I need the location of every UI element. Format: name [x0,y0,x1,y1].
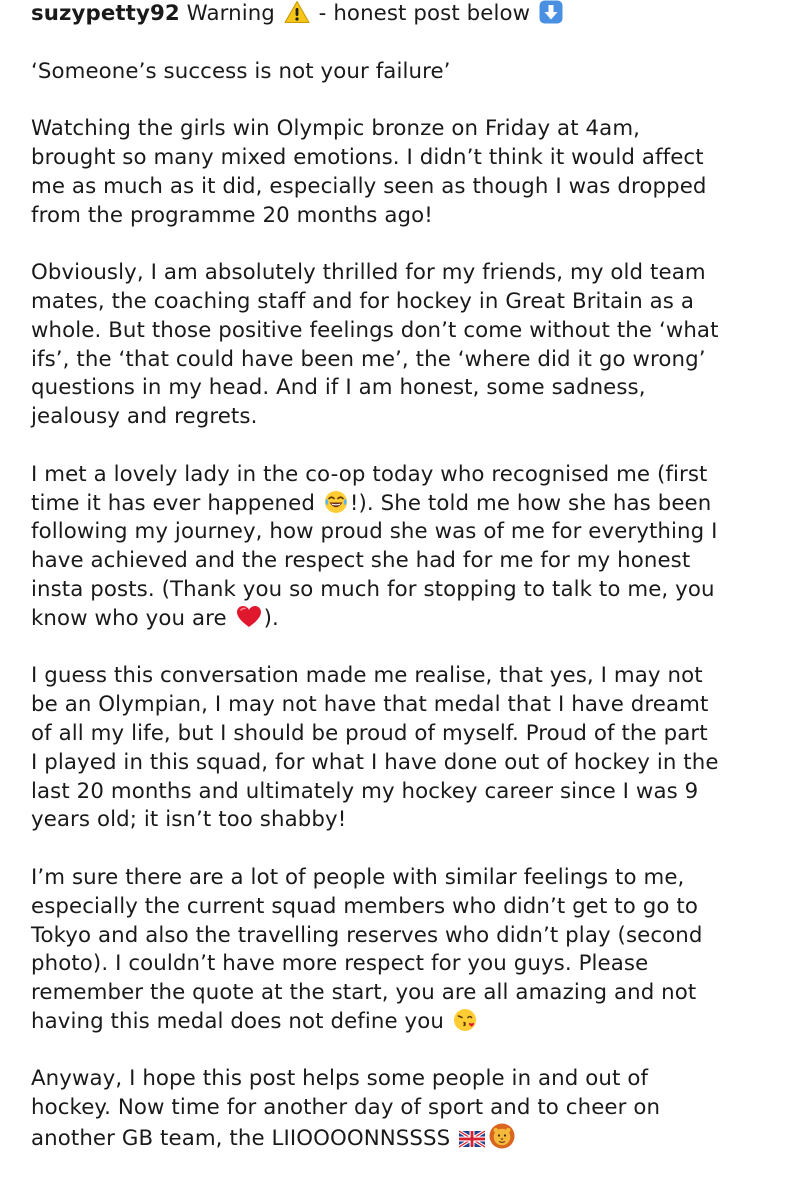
text-line: hockey. Now time for another day of sport and to cheer on [31,1095,661,1121]
text-segment: another GB team, the LIIOOOONNSSSS [31,1126,458,1152]
text-line: I met a lovely lady in the co-op today who recognised me (first [31,461,708,487]
uk-flag-emoji [459,1129,485,1149]
text-line: jealousy and regrets. [31,404,258,430]
username-link[interactable]: suzypetty92 [31,1,180,26]
paragraph-1 [31,115,771,230]
text-line: Watching the girls win Olympic bronze on Friday at 4am, [31,116,641,142]
text-line: Obviously, I am absolutely thrilled for my friends, my old team [31,260,706,286]
blowing-kiss-emoji [453,1008,477,1032]
text-line: be an Olympian, I may not have that medal that I have dreamt [31,692,709,718]
text-line: whole. But those positive feelings don’t come without the ‘what [31,317,719,343]
text-line: me as much as it did, especially seen as though I was dropped [31,173,707,199]
caption-header [31,0,771,29]
header-suffix: - honest post below [311,1,531,26]
text-line [31,605,771,634]
paragraph-2 [31,259,771,432]
text-line: I played in this squad, for what I have done out of hockey in the [31,749,719,775]
text-line: of all my life, but I should be proud of myself. Proud of the part [31,720,708,746]
text-line: ifs’, the ‘that could have been me’, the ‘where did it go wrong’ [31,346,706,372]
header-text: Warning [186,1,275,26]
quote-line: ‘Someone’s success is not your failure’ [31,58,451,84]
down-arrow-icon [539,0,563,24]
paragraph-5 [31,864,771,1037]
text-line: mates, the coaching staff and for hockey in Great Britain as a [31,288,695,314]
text-line [31,490,771,519]
text-segment: know who you are [31,605,234,631]
text-segment: ). [263,605,279,631]
warning-icon [284,0,310,24]
text-line: Anyway, I hope this post helps some people in and out of [31,1066,649,1092]
text-line: I’m sure there are a lot of people with similar feelings to me, [31,864,685,890]
red-heart-emoji [236,605,262,629]
text-line: photo). I couldn’t have more respect for you guys. Please [31,951,649,977]
lion-emoji [489,1123,515,1149]
paragraph-4 [31,662,771,835]
post-caption [31,0,771,1154]
text-line: following my journey, how proud she was of me for everything I [31,519,718,545]
text-line: last 20 months and ultimately my hockey career since I was 9 [31,778,699,804]
text-line: I guess this conversation made me realise, that yes, I may not [31,663,703,689]
text-line: years old; it isn’t too shabby! [31,807,347,833]
text-line [31,1123,771,1154]
text-line: insta posts. (Thank you so much for stopping to talk to me, you [31,576,715,602]
text-line: have achieved and the respect she had for me for my honest [31,548,691,574]
text-segment: having this medal does not define you [31,1008,451,1034]
paragraph-6 [31,1065,771,1153]
text-line: brought so many mixed emotions. I didn’t think it would affect [31,144,704,170]
text-line: Tokyo and also the travelling reserves who didn’t play (second [31,922,703,948]
text-line: especially the current squad members who didn’t get to go to [31,893,698,919]
text-line: remember the quote at the start, you are all amazing and not [31,980,697,1006]
paragraph-3 [31,461,771,634]
laughing-crying-emoji [324,490,348,514]
text-segment: time it has ever happened [31,490,322,516]
text-line: from the programme 20 months ago! [31,202,433,228]
text-line [31,1008,771,1037]
text-line: questions in my head. And if I am honest, some sadness, [31,375,646,401]
quote-paragraph [31,58,771,87]
text-segment: !). She told me how she has been [349,490,712,516]
